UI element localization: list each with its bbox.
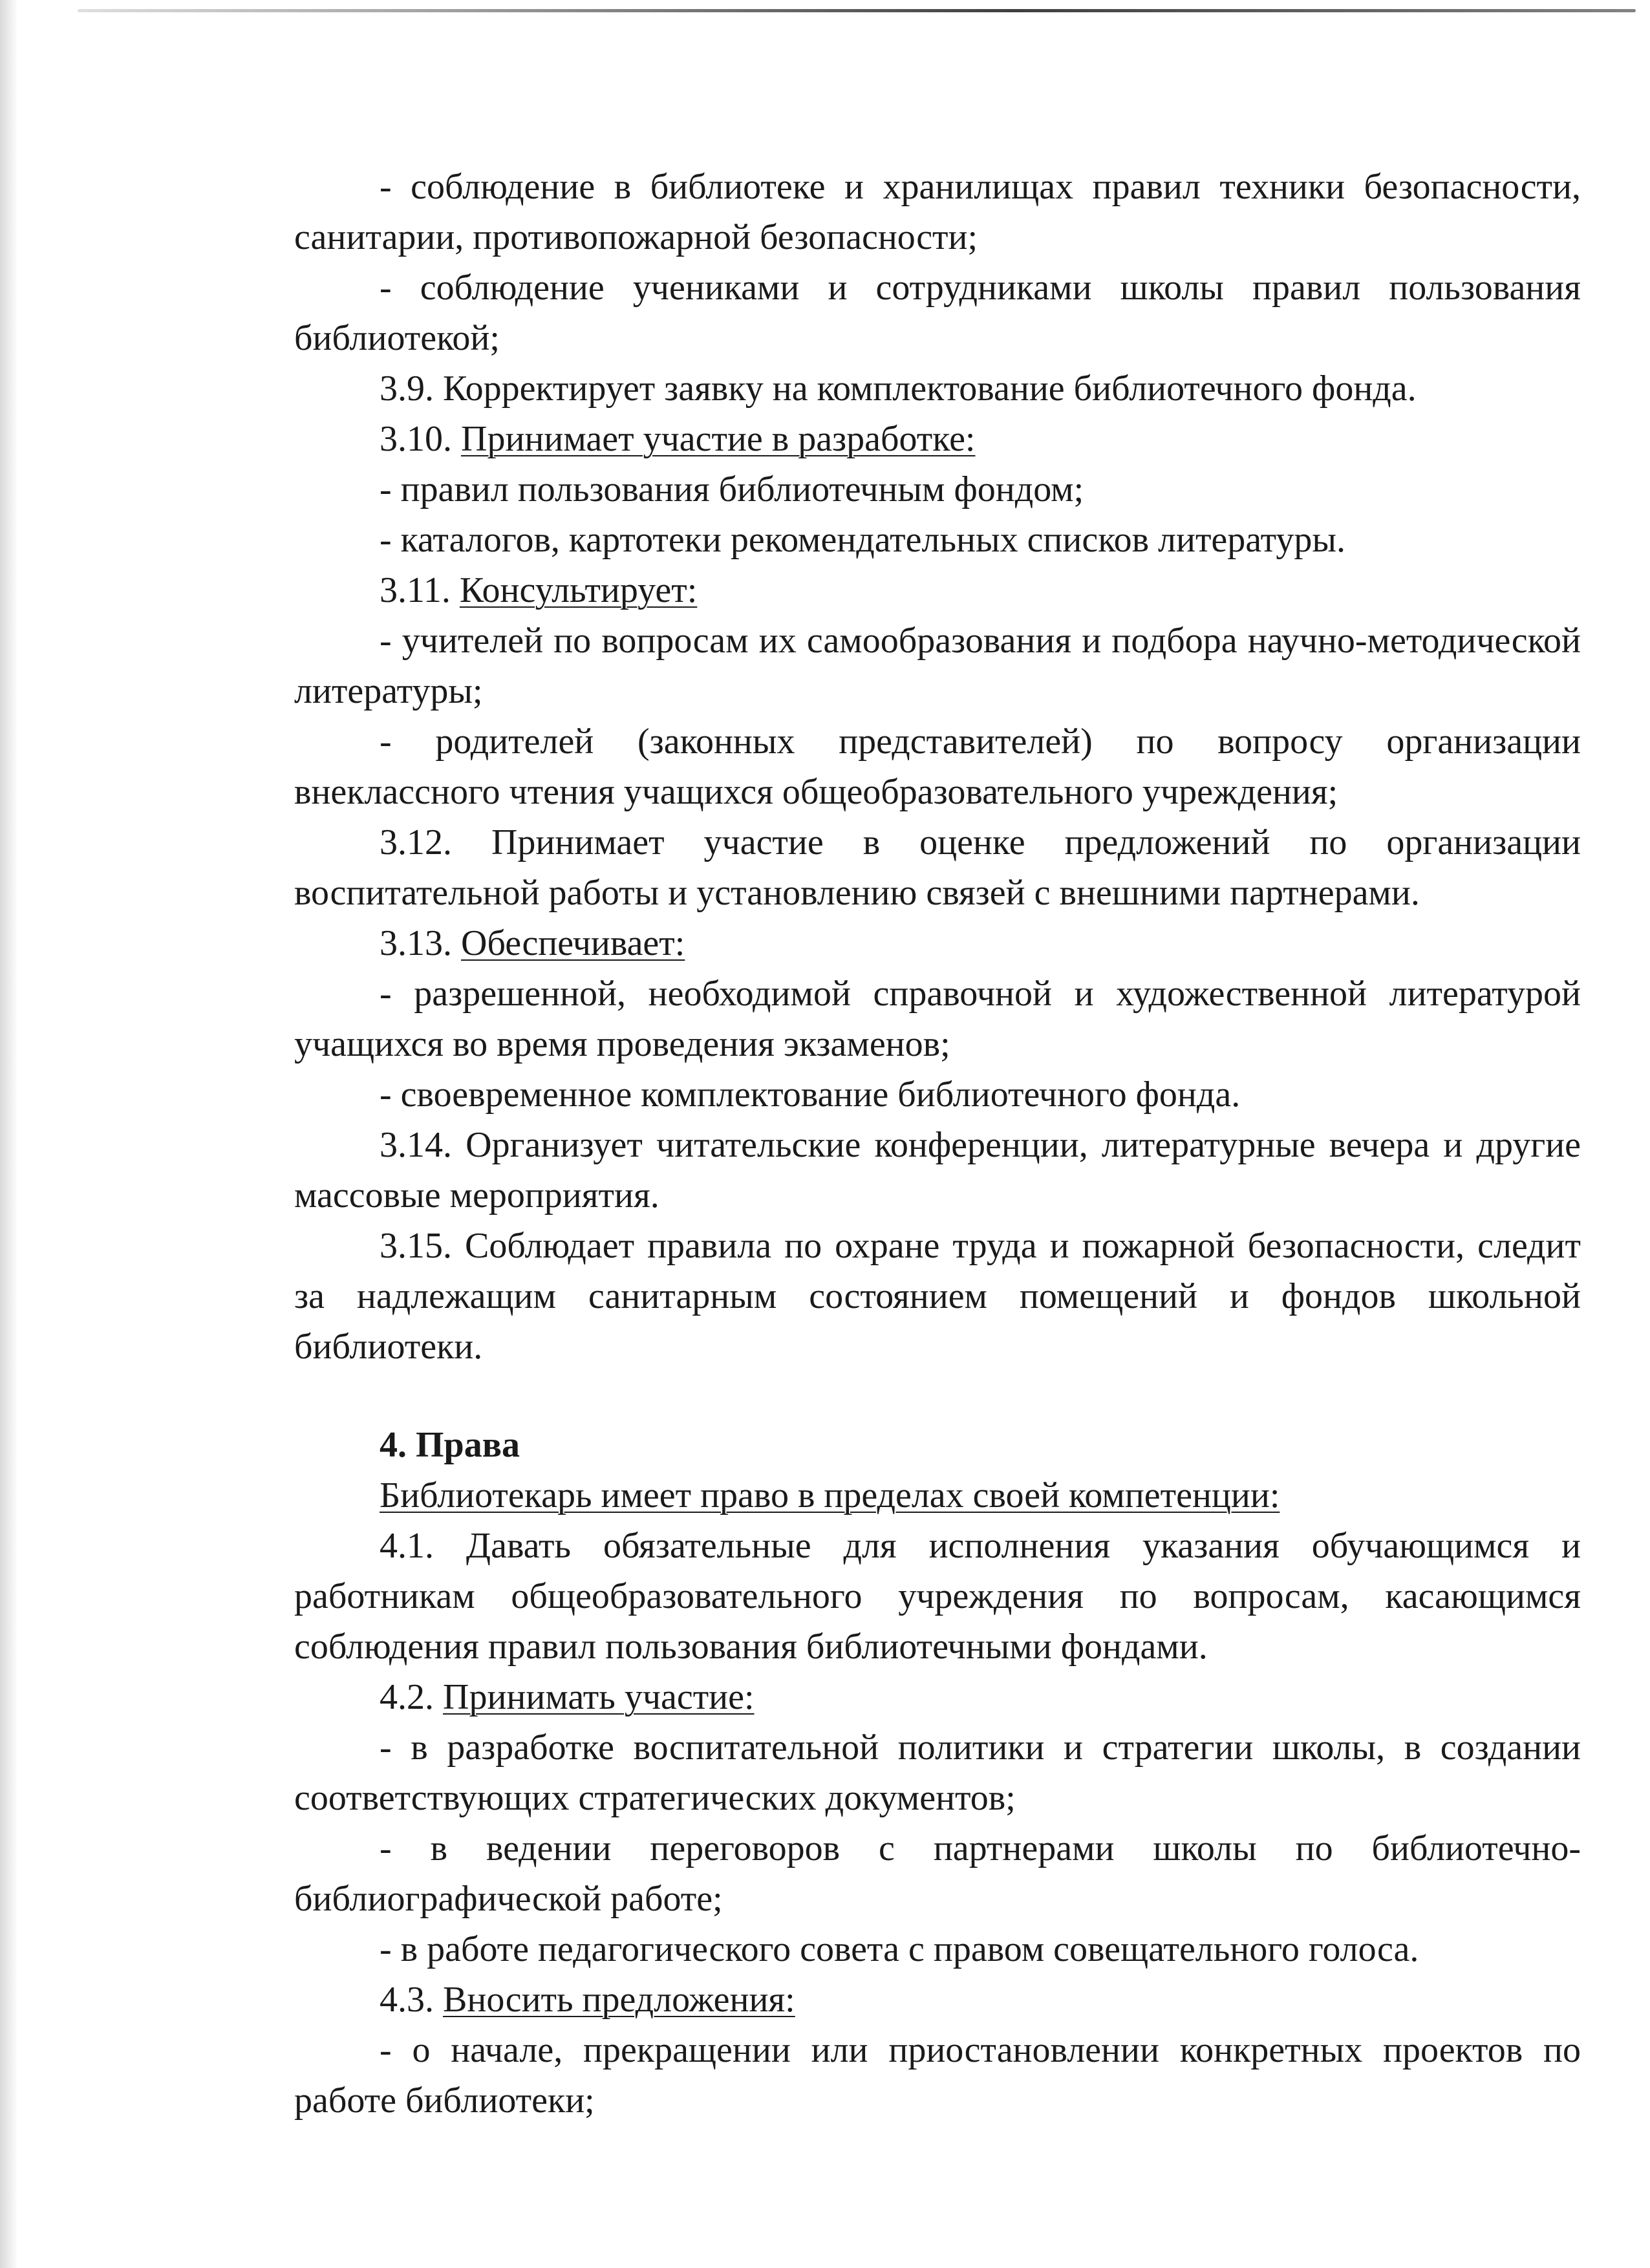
clause-label: Консультирует: (459, 570, 698, 610)
numbered-clause (294, 1672, 1581, 1722)
paragraph: 3.14. Организует читательские конференции, литературные вечера и другие массовые мероприятия. (294, 1125, 1581, 1215)
paragraph: 3.15. Соблюдает правила по охране труда и пожарной безопасности, следит за надлежащим санитарным состоянием помещений и фондов школьной библиотеки. (294, 1226, 1581, 1367)
section-gap (294, 1372, 1581, 1420)
paragraph: - учителей по вопросам их самообразования и подбора научно-методической литературы; (294, 621, 1581, 711)
paragraph: - соблюдение в библиотеке и хранилищах правил техники безопасности, санитарии, противопожарной безопасности; (294, 167, 1581, 257)
clause-number: 3.11. (380, 570, 460, 610)
clause-label: Принимает участие в разработке: (461, 419, 976, 459)
clause-number: 3.13. (380, 923, 461, 963)
paragraph: - в ведении переговоров с партнерами школы по библиотечно-библиографической работе; (294, 1828, 1581, 1919)
paragraph: - своевременное комплектование библиотечного фонда. (380, 1075, 1241, 1115)
section-intro (294, 1470, 1581, 1521)
section-heading: 4. Права (380, 1425, 520, 1465)
scan-left-shadow (0, 0, 18, 2268)
paragraph: - каталогов, картотеки рекомендательных списков литературы. (380, 520, 1346, 560)
paragraph: - соблюдение учениками и сотрудниками школы правил пользования библиотекой; (294, 268, 1581, 358)
numbered-clause (294, 1974, 1581, 2025)
numbered-clause (294, 565, 1581, 615)
clause-label: Принимать участие: (443, 1677, 755, 1717)
paragraph: - в разработке воспитательной политики и стратегии школы, в создании соответствующих стратегических документов; (294, 1728, 1581, 1818)
paragraph: - правил пользования библиотечным фондом; (380, 469, 1084, 509)
numbered-clause (294, 414, 1581, 464)
paragraph: 4.1. Давать обязательные для исполнения указания обучающимся и работникам общеобразовательного учреждения по вопросам, касающимся соблюдения правил пользования библиотечными фондами. (294, 1526, 1581, 1667)
paragraph: - в работе педагогического совета с правом совещательного голоса. (380, 1929, 1419, 1969)
document-page (294, 162, 1581, 2126)
underlined-text: Библиотекарь имеет право в пределах своей компетенции: (380, 1475, 1280, 1515)
clause-number: 3.10. (380, 419, 461, 459)
scan-top-edge (78, 9, 1636, 12)
paragraph: - разрешенной, необходимой справочной и художественной литературой учащихся во время проведения экзаменов; (294, 974, 1581, 1064)
clause-number: 4.3. (380, 1980, 443, 2020)
paragraph: 3.12. Принимает участие в оценке предложений по организации воспитательной работы и установлению связей с внешними партнерами. (294, 822, 1581, 913)
clause-label: Обеспечивает: (461, 923, 685, 963)
paragraph: - о начале, прекращении или приостановлении конкретных проектов по работе библиотеки; (294, 2030, 1581, 2121)
paragraph: - родителей (законных представителей) по вопросу организации внеклассного чтения учащихся общеобразовательного учреждения; (294, 722, 1581, 812)
paragraph: 3.9. Корректирует заявку на комплектование библиотечного фонда. (380, 369, 1417, 409)
numbered-clause (294, 918, 1581, 968)
clause-label: Вносить предложения: (443, 1980, 795, 2020)
clause-number: 4.2. (380, 1677, 443, 1717)
